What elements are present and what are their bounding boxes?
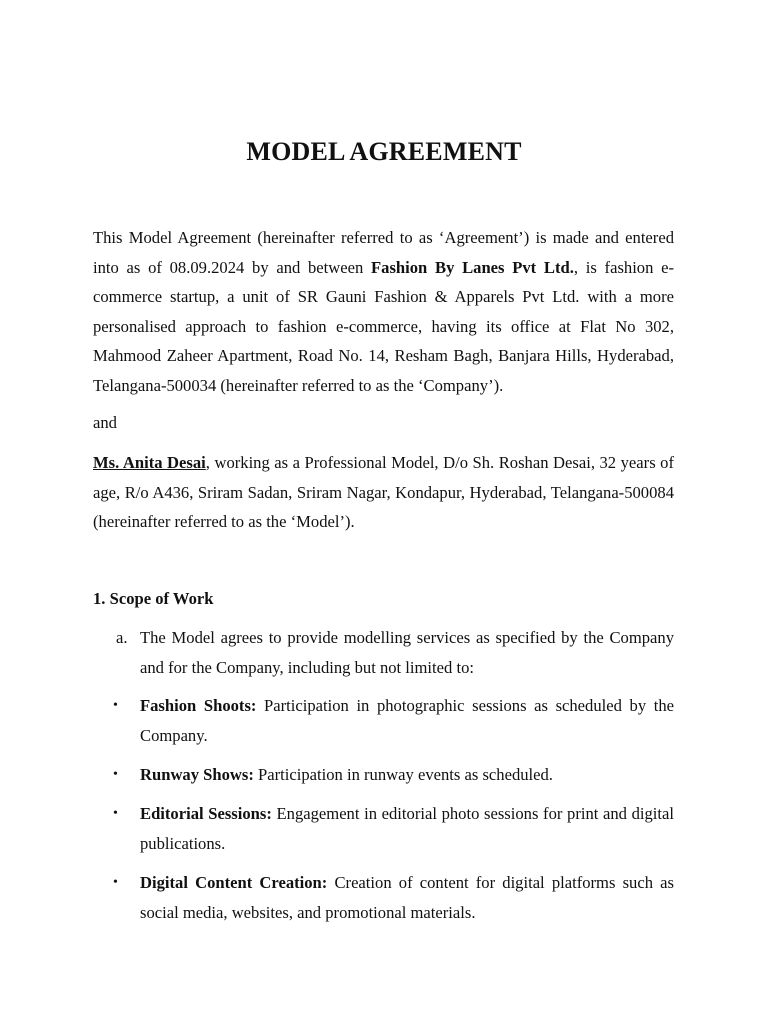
bullet-item-digital-content-creation xyxy=(93,868,674,927)
sub-clause-text: The Model agrees to provide modelling services as specified by the Company and for the Company, including but not limited to: xyxy=(140,628,674,677)
bullet-label: Editorial Sessions: xyxy=(140,804,272,823)
bullet-description: Participation in photographic sessions as scheduled by the Company. xyxy=(140,696,674,745)
intro-text-start: This Model Agreement (hereinafter referred to as ‘Agreement’) is made and entered into as of xyxy=(93,228,674,277)
bullet-text xyxy=(140,691,674,750)
bullet-icon: • xyxy=(113,767,118,782)
model-paragraph xyxy=(93,448,674,537)
model-name: Ms. Anita Desai xyxy=(93,453,206,472)
bullet-description: Participation in runway events as scheduled. xyxy=(253,765,553,784)
bullet-item-editorial-sessions xyxy=(93,799,674,858)
bullet-item-runway-shows xyxy=(93,760,674,790)
bullet-label: Runway Shows: xyxy=(140,765,254,784)
bullet-item-fashion-shoots xyxy=(93,691,674,750)
bullet-description: Creation of content for digital platforms such as social media, websites, and promotional materials. xyxy=(140,873,674,922)
sub-clause-marker: a. xyxy=(116,628,128,647)
company-name: Fashion By Lanes Pvt Ltd. xyxy=(371,257,574,277)
sub-clause-a xyxy=(93,623,674,682)
and-connector: and xyxy=(93,413,117,432)
bullet-icon: • xyxy=(113,698,118,713)
bullet-description: Engagement in editorial photo sessions for print and digital publications. xyxy=(140,804,675,853)
bullet-icon: • xyxy=(113,875,118,890)
intro-paragraph xyxy=(93,223,674,401)
bullet-icon: • xyxy=(113,806,118,821)
section-heading-scope-of-work: 1. Scope of Work xyxy=(93,589,214,608)
agreement-date: 08.09.2024 xyxy=(169,257,245,277)
bullet-label: Digital Content Creation: xyxy=(140,873,328,892)
bullet-text xyxy=(140,799,674,858)
bullet-label: Fashion Shoots: xyxy=(140,696,257,715)
bullet-text xyxy=(140,760,674,790)
intro-text-between: by and between xyxy=(244,257,372,277)
document-title: MODEL AGREEMENT xyxy=(246,137,522,166)
model-details: , working as a Professional Model, D/o Sh. Roshan Desai, 32 years of age, R/o A436, Sriram Sadan, Sriram Nagar, Kondapur, Hyderabad, Telangana-500084 (hereinafter referred to as the ‘Model’). xyxy=(93,453,674,532)
intro-text-end: , is fashion e-commerce startup, a unit of SR Gauni Fashion & Apparels Pvt Ltd. with a more personalised approach to fashion e-commerce, having its office at Flat No 302, Mahmood Zaheer Apartment, Road No. 14, Resham Bagh, Banjara Hills, Hyderabad, Telangana-500034 (hereinafter referred to as the ‘Company’). xyxy=(93,257,675,395)
bullet-text xyxy=(140,868,674,927)
